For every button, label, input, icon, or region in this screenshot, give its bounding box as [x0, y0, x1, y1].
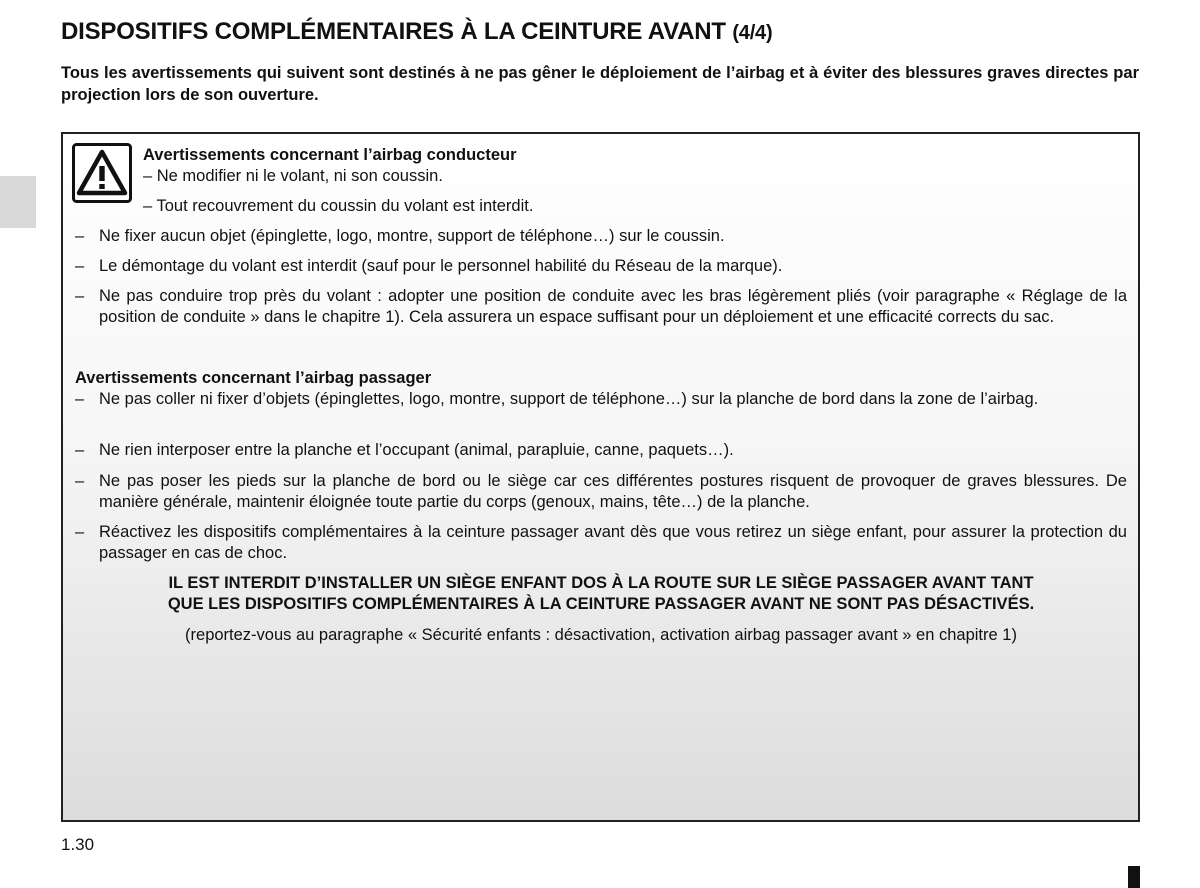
list-item-text: Ne rien interposer entre la planche et l’occupant (animal, parapluie, canne, paquets…).	[99, 441, 734, 459]
list-item-text: Ne pas coller ni fixer d’objets (épinglettes, logo, montre, support de téléphone…) sur la planche de bord dans la zone de l’airbag.	[99, 390, 1039, 408]
list-item	[75, 440, 1127, 461]
passenger-airbag-heading: Avertissements concernant l’airbag passager	[75, 369, 432, 387]
list-item	[75, 389, 1127, 410]
list-dash: –	[75, 441, 85, 459]
list-dash: –	[75, 523, 85, 541]
list-item	[75, 471, 1127, 513]
list-item-text: Ne pas conduire trop près du volant : adopter une position de conduite avec les bras légèrement pliés (voir paragraphe « Réglage de la position de conduite » dans le chapitre 1). Cela assurera un espace suffisant pour un déploiement et une efficacité corrects du sac.	[99, 287, 1127, 326]
list-item-text: Ne pas poser les pieds sur la planche de bord ou le siège car ces différentes postures risquent de provoquer de graves blessures. De manière générale, maintenir éloignée toute partie du corps (genoux, mains, tête…) de la planche.	[99, 472, 1127, 511]
driver-line-beside-icon: – Tout recouvrement du coussin du volant est interdit.	[143, 197, 534, 215]
page-number: 1.30	[61, 835, 95, 854]
chapter-side-tab	[0, 176, 36, 228]
list-item-text: Le démontage du volant est interdit (sauf pour le personnel habilité du Réseau de la marque).	[99, 257, 783, 275]
warning-triangle-icon	[72, 143, 132, 203]
list-dash: –	[75, 227, 85, 245]
page-title	[61, 18, 772, 46]
child-seat-warning-line: QUE LES DISPOSITIFS COMPLÉMENTAIRES À LA CEINTURE PASSAGER AVANT NE SONT PAS DÉSACTIVÉS.	[167, 595, 1035, 613]
page-title-suffix: (4/4)	[732, 22, 773, 44]
list-item	[75, 286, 1127, 328]
list-item	[75, 256, 1127, 277]
list-dash: –	[75, 257, 85, 275]
driver-airbag-heading: Avertissements concernant l’airbag conducteur	[143, 146, 517, 164]
driver-line-beside-icon: – Ne modifier ni le volant, ni son coussin.	[143, 167, 443, 185]
list-item	[75, 522, 1127, 564]
page-corner-mark	[1128, 866, 1140, 888]
list-item	[75, 226, 1127, 247]
intro-paragraph: Tous les avertissements qui suivent sont destinés à ne pas gêner le déploiement de l’airbag et à éviter des blessures graves directes par projection lors de son ouverture.	[61, 64, 1139, 104]
warning-box	[61, 132, 1140, 822]
page-title-text: DISPOSITIFS COMPLÉMENTAIRES À LA CEINTURE AVANT	[61, 18, 726, 45]
list-item-text: Réactivez les dispositifs complémentaires à la ceinture passager avant dès que vous retirez un siège enfant, pour assurer la protection du passager en cas de choc.	[99, 523, 1127, 562]
list-dash: –	[75, 390, 85, 408]
list-dash: –	[75, 472, 85, 490]
child-seat-warning-line: IL EST INTERDIT D’INSTALLER UN SIÈGE ENFANT DOS À LA ROUTE SUR LE SIÈGE PASSAGER AVANT TANT	[168, 574, 1034, 592]
reference-note: (reportez-vous au paragraphe « Sécurité enfants : désactivation, activation airbag passager avant » en chapitre 1)	[185, 626, 1017, 644]
list-dash: –	[75, 287, 85, 305]
list-item-text: Ne fixer aucun objet (épinglette, logo, montre, support de téléphone…) sur le coussin.	[99, 227, 725, 245]
